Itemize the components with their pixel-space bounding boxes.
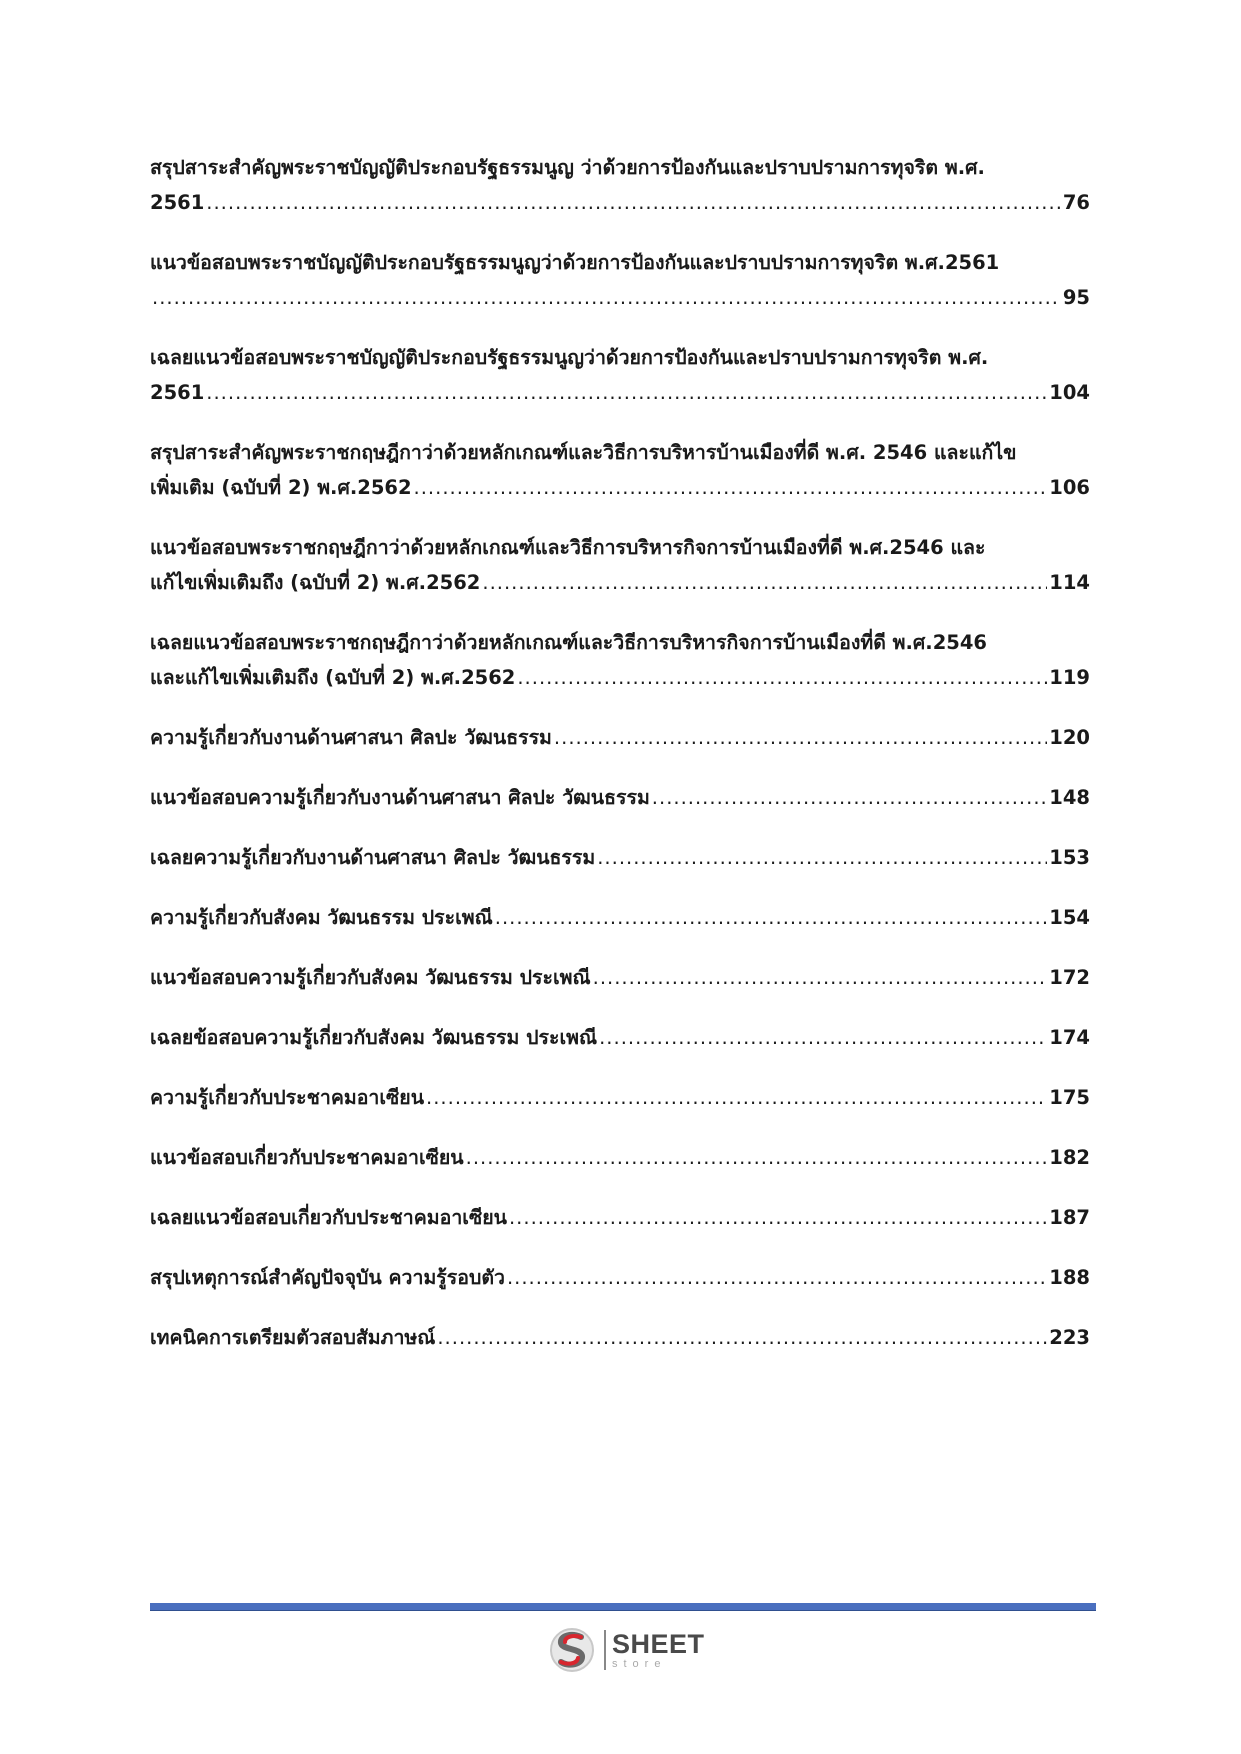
toc-page-number: 188	[1049, 1266, 1090, 1289]
toc-page-number: 106	[1049, 476, 1090, 499]
toc-page-number: 148	[1049, 786, 1090, 809]
toc-entry	[150, 625, 1090, 695]
toc-entry-title-end: เฉลยความรู้เกี่ยวกับงานด้านศาสนา ศิลปะ วัฒนธรรม	[150, 846, 596, 869]
toc-dot-leader	[509, 1200, 1047, 1235]
sheet-store-s-icon	[548, 1624, 596, 1676]
toc-dot-leader	[652, 780, 1047, 815]
toc-page-number: 76	[1062, 191, 1090, 214]
toc-entry-leader-line	[150, 375, 1090, 410]
toc-dot-leader	[206, 375, 1047, 410]
toc-entry-title-end: เฉลยข้อสอบความรู้เกี่ยวกับสังคม วัฒนธรรม ประเพณี	[150, 1026, 598, 1049]
toc-dot-leader	[414, 470, 1048, 505]
toc-entry	[150, 340, 1090, 410]
toc-entry-title-end: ความรู้เกี่ยวกับประชาคมอาเซียน	[150, 1086, 425, 1109]
toc-dot-leader	[437, 1320, 1047, 1355]
toc-entry-leader-line	[150, 1200, 1090, 1235]
toc-entry	[150, 840, 1090, 875]
toc-entry	[150, 1200, 1090, 1235]
toc-entry-title-end: เฉลยแนวข้อสอบเกี่ยวกับประชาคมอาเซียน	[150, 1206, 507, 1229]
toc-entry-title-end: เพิ่มเติม (ฉบับที่ 2) พ.ศ.2562	[150, 476, 412, 499]
toc-entry	[150, 960, 1090, 995]
toc-entry	[150, 1080, 1090, 1115]
toc-entry-leader-line	[150, 660, 1090, 695]
toc-page-number: 187	[1049, 1206, 1090, 1229]
toc-entry-title-end: และแก้ไขเพิ่มเติมถึง (ฉบับที่ 2) พ.ศ.2562	[150, 666, 516, 689]
toc-entry	[150, 780, 1090, 815]
toc-entry-leader-line	[150, 1140, 1090, 1175]
sheet-store-logo	[548, 1620, 705, 1680]
toc-entry	[150, 1020, 1090, 1055]
toc-page-number: 104	[1049, 381, 1090, 404]
toc-dot-leader	[593, 960, 1048, 995]
toc-entry-leader-line	[150, 1320, 1090, 1355]
toc-dot-leader	[599, 1020, 1047, 1055]
toc-entry	[150, 530, 1090, 600]
toc-page-number: 120	[1049, 726, 1090, 749]
toc-dot-leader	[554, 720, 1047, 755]
toc-page-number: 172	[1049, 966, 1090, 989]
toc-entry	[150, 1140, 1090, 1175]
toc-page-number: 119	[1049, 666, 1090, 689]
toc-entry-leader-line	[150, 185, 1090, 220]
toc-entry-title-end: เทคนิคการเตรียมตัวสอบสัมภาษณ์	[150, 1326, 436, 1349]
toc-page-number: 174	[1049, 1026, 1090, 1049]
toc-entry	[150, 900, 1090, 935]
toc-entry-title-end: แก้ไขเพิ่มเติมถึง (ฉบับที่ 2) พ.ศ.2562	[150, 571, 481, 594]
toc-dot-leader	[206, 185, 1061, 220]
toc-entry-title-line: เฉลยแนวข้อสอบพระราชกฤษฎีกาว่าด้วยหลักเกณฑ์และวิธีการบริหารกิจการบ้านเมืองที่ดี พ.ศ.2546	[150, 631, 987, 654]
toc-entry-leader-line	[150, 780, 1090, 815]
toc-entry-leader-line	[150, 840, 1090, 875]
toc-entry-title-end: ความรู้เกี่ยวกับงานด้านศาสนา ศิลปะ วัฒนธรรม	[150, 726, 552, 749]
toc-dot-leader	[507, 1260, 1047, 1295]
logo-separator	[604, 1630, 606, 1670]
toc-entry-leader-line	[150, 565, 1090, 600]
toc-entry-title-end: ความรู้เกี่ยวกับสังคม วัฒนธรรม ประเพณี	[150, 906, 493, 929]
toc-entry-leader-line	[150, 900, 1090, 935]
toc-entry	[150, 720, 1090, 755]
toc-dot-leader	[517, 660, 1047, 695]
toc-dot-leader	[495, 900, 1048, 935]
toc-page-number: 223	[1049, 1326, 1090, 1349]
toc-entry-leader-line	[150, 1020, 1090, 1055]
toc-entry-title-line: แนวข้อสอบพระราชบัญญัติประกอบรัฐธรรมนูญว่าด้วยการป้องกันและปราบปรามการทุจริต พ.ศ.2561	[150, 251, 1000, 274]
logo-sub: store	[612, 1657, 667, 1670]
toc-page-number: 182	[1049, 1146, 1090, 1169]
toc-entry-title-line: สรุปสาระสำคัญพระราชบัญญัติประกอบรัฐธรรมนูญ ว่าด้วยการป้องกันและปราบปรามการทุจริต พ.ศ.	[150, 156, 985, 179]
toc-dot-leader	[466, 1140, 1048, 1175]
toc-entry	[150, 1260, 1090, 1295]
table-of-contents	[150, 150, 1090, 1380]
toc-entry-title-end: สรุปเหตุการณ์สำคัญปัจจุบัน ความรู้รอบตัว	[150, 1266, 505, 1289]
toc-entry-leader-line	[150, 1080, 1090, 1115]
toc-entry-title-line: สรุปสาระสำคัญพระราชกฤษฎีกาว่าด้วยหลักเกณฑ์และวิธีการบริหารบ้านเมืองที่ดี พ.ศ. 2546 และแก้ไข	[150, 441, 1017, 464]
toc-entry-title-line: เฉลยแนวข้อสอบพระราชบัญญัติประกอบรัฐธรรมนูญว่าด้วยการป้องกันและปราบปรามการทุจริต พ.ศ.	[150, 346, 989, 369]
toc-entry-leader-line	[150, 280, 1090, 315]
toc-entry-title-end: 2561	[150, 191, 205, 214]
logo-wordmark	[612, 1628, 705, 1670]
toc-entry	[150, 1320, 1090, 1355]
toc-entry-title-end: แนวข้อสอบความรู้เกี่ยวกับสังคม วัฒนธรรม ประเพณี	[150, 966, 591, 989]
toc-page-number: 175	[1049, 1086, 1090, 1109]
logo-brand: SHEET	[612, 1628, 705, 1659]
toc-page-number: 153	[1049, 846, 1090, 869]
footer-rule	[150, 1603, 1096, 1611]
toc-entry-leader-line	[150, 470, 1090, 505]
toc-entry-title-end: แนวข้อสอบเกี่ยวกับประชาคมอาเซียน	[150, 1146, 464, 1169]
toc-dot-leader	[597, 840, 1047, 875]
toc-entry	[150, 150, 1090, 220]
toc-entry	[150, 245, 1090, 315]
toc-page-number: 154	[1049, 906, 1090, 929]
toc-dot-leader	[482, 565, 1047, 600]
toc-page-number: 95	[1062, 286, 1090, 309]
toc-entry-title-end: แนวข้อสอบความรู้เกี่ยวกับงานด้านศาสนา ศิลปะ วัฒนธรรม	[150, 786, 650, 809]
toc-entry-leader-line	[150, 720, 1090, 755]
toc-entry-title-line: แนวข้อสอบพระราชกฤษฎีกาว่าด้วยหลักเกณฑ์และวิธีการบริหารกิจการบ้านเมืองที่ดี พ.ศ.2546 และ	[150, 536, 986, 559]
toc-entry-leader-line	[150, 1260, 1090, 1295]
toc-entry-title-end: 2561	[150, 381, 205, 404]
toc-entry-leader-line	[150, 960, 1090, 995]
toc-dot-leader	[426, 1080, 1047, 1115]
toc-entry	[150, 435, 1090, 505]
toc-dot-leader	[152, 280, 1061, 315]
toc-page-number: 114	[1049, 571, 1090, 594]
